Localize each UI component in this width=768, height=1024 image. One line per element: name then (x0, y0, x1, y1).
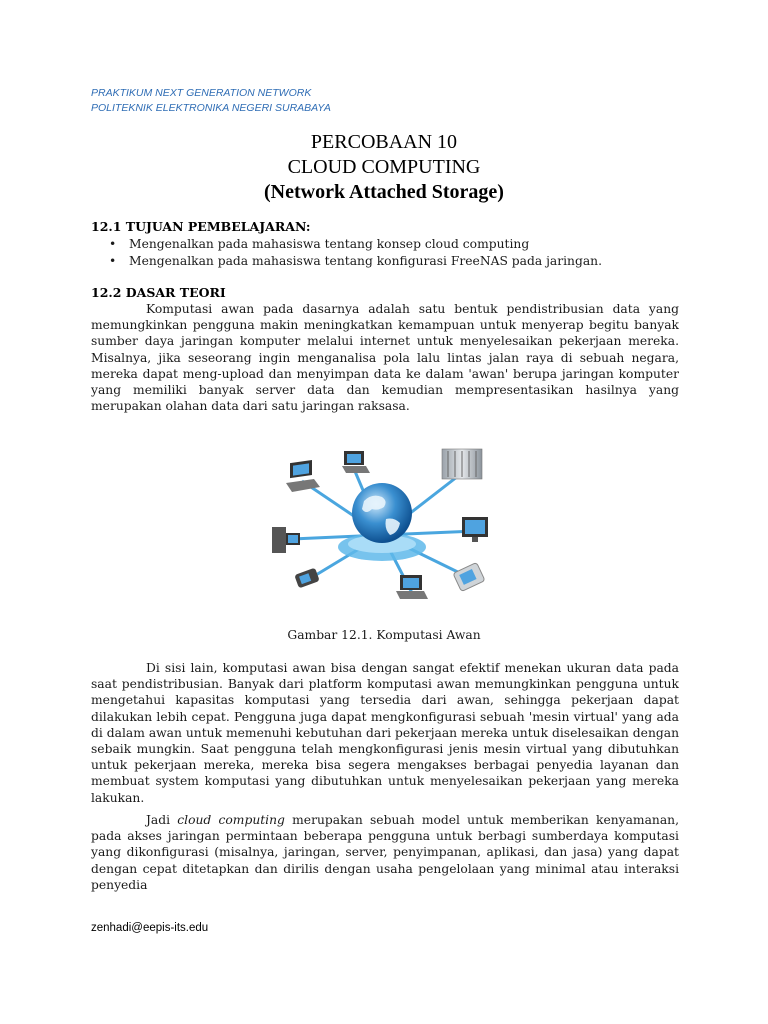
section-heading-objectives: 12.1 TUJUAN PEMBELAJARAN: (91, 219, 311, 234)
mobile-phone-icon (294, 568, 319, 589)
paragraph-1-text: Komputasi awan pada dasarnya adalah satu bentuk pendistribusian data yang memungkinkan pengguna makin meningkatkan kemampuan untuk menyerap begitu banyak sumber daya jaringan komputer melalui internet untuk menyelesaikan pekerjaan mereka. Misalnya, jika seseorang ingin menganalisa pola lalu lintas jalan raya di sebuah negara, mereka dapat meng-upload dan menyimpan data ke dalam 'awan' berupa jaringan komputer yang memiliki banyak server data dan kemudian mempresentasikan hasilnya yang merupakan olahan data dari satu jaringan raksasa. (91, 302, 679, 414)
paragraph-3-lead: Jadi (146, 813, 178, 827)
laptop-icon (286, 460, 320, 492)
section-heading-theory: 12.2 DASAR TEORI (91, 285, 226, 300)
running-header (91, 86, 331, 116)
paragraph-3 (91, 812, 679, 893)
paragraph-2-text: Di sisi lain, komputasi awan bisa dengan sangat efektif menekan ukuran data pada saat pendistribusian. Banyak dari platform komputasi awan memungkinkan pengguna untuk mengetahui kapasitas komputasi yang tersedia dari awan, sehingga pekerjaan dapat dilakukan lebih cepat. Pengguna juga dapat mengkonfigurasi sebuah 'mesin virtual' yang ada di dalam awan untuk memenuhi kebutuhan dari pekerjaan mereka untuk diselesaikan dengan sebaik mungkin. Saat pengguna telah mengkonfigurasi jenis mesin virtual yang dibutuhkan untuk pekerjaan mereka, mereka bisa segera mengakses berbagai penyedia layanan dan membuat system komputasi yang dibutuhkan untuk menyelesaikan pekerjaan yang mereka lakukan. (91, 661, 679, 805)
paragraph-1 (91, 301, 679, 414)
title-topic: CLOUD COMPUTING (287, 156, 481, 178)
paragraph-2 (91, 660, 679, 806)
footer-email: zenhadi@eepis-its.edu (91, 922, 209, 934)
desktop-pc-icon (272, 527, 300, 553)
monitor-icon (462, 517, 488, 542)
paragraph-3-text: merupakan sebuah model untuk memberikan kenyamanan, pada akses jaringan permintaan beberapa pengguna untuk berbagi sumberdaya komputasi yang dikonfigurasi (misalnya, jaringan, server, penyimpanan, aplikasi, dan jasa) yang dapat dengan cepat ditetapkan dan dirilis dengan usaha pengelolaan yang minimal atau interaksi penyedia (91, 813, 679, 892)
list-item: • Mengenalkan pada mahasiswa tentang konsep cloud computing (109, 236, 602, 253)
header-course: PRAKTIKUM NEXT GENERATION NETWORK (91, 87, 312, 99)
document-title (0, 130, 768, 205)
header-institution: POLITEKNIK ELEKTRONIKA NEGERI SURABAYA (91, 102, 331, 114)
server-rack-icon (442, 449, 482, 479)
cloud-computing-figure (262, 443, 506, 619)
pda-icon (453, 562, 485, 591)
objectives-list (109, 236, 602, 270)
laptop-icon (396, 575, 428, 599)
list-item: • Mengenalkan pada mahasiswa tentang konfigurasi FreeNAS pada jaringan. (109, 253, 602, 270)
title-subtitle: (Network Attached Storage) (264, 181, 504, 203)
title-experiment: PERCOBAAN 10 (310, 131, 458, 153)
laptop-icon (342, 451, 370, 473)
figure-caption: Gambar 12.1. Komputasi Awan (287, 628, 481, 642)
globe-icon (352, 483, 412, 543)
emphasis-cloud-computing: cloud computing (177, 813, 285, 827)
